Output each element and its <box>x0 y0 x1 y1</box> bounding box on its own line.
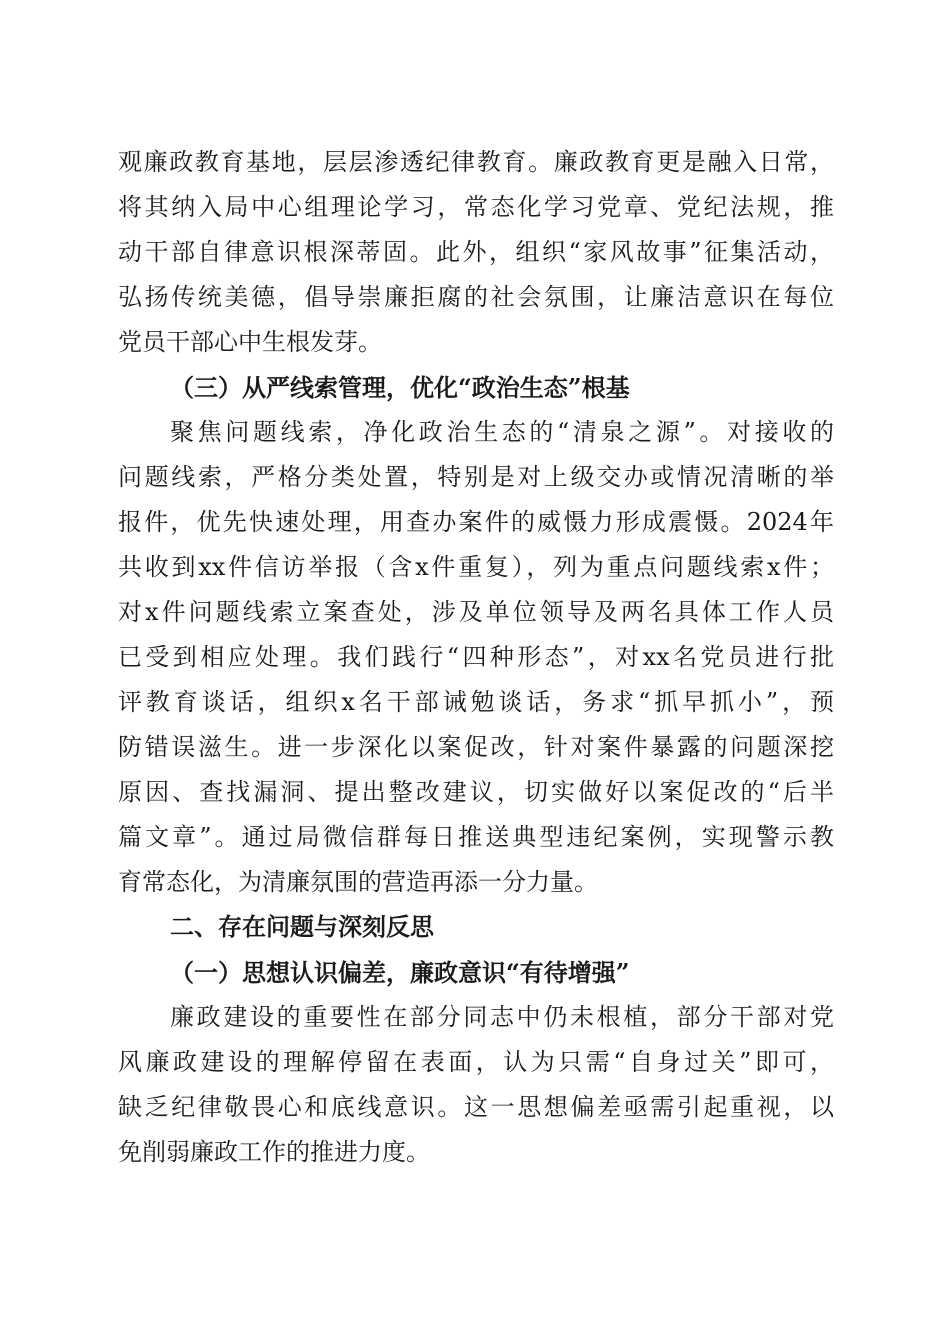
subheading-ideological-deviation: （一）思想认识偏差，廉政意识“有待增强” <box>170 958 630 987</box>
paragraph-line: 动干部自律意识根深蒂固。此外，组织“家风故事”征集活动， <box>118 238 834 266</box>
paragraph-line: 共收到xx件信访举报（含x件重复），列为重点问题线索x件； <box>118 553 834 581</box>
paragraph-line: 免削弱廉政工作的推进力度。 <box>118 1138 430 1166</box>
paragraph-line: 观廉政教育基地，层层渗透纪律教育。廉政教育更是融入日常， <box>118 148 834 176</box>
paragraph-line: 党员干部心中生根发芽。 <box>118 328 382 356</box>
paragraph-line: 对x件问题线索立案查处，涉及单位领导及两名具体工作人员 <box>118 598 834 626</box>
paragraph-line: 报件，优先快速处理，用查办案件的威慑力形成震慑。2024年 <box>118 508 834 536</box>
section-heading-problems: 二、存在问题与深刻反思 <box>170 913 434 941</box>
paragraph-line: 已受到相应处理。我们践行“四种形态”，对xx名党员进行批 <box>118 643 834 671</box>
paragraph-line: 将其纳入局中心组理论学习，常态化学习党章、党纪法规，推 <box>118 193 834 221</box>
document-body <box>118 140 834 1175</box>
paragraph-line: 原因、查找漏洞、提出整改建议，切实做好以案促改的“后半 <box>118 778 834 806</box>
paragraph-line: 育常态化，为清廉氛围的营造再添一分力量。 <box>118 868 598 896</box>
paragraph-line: 评教育谈话，组织x名干部诫勉谈话，务求“抓早抓小”，预 <box>118 688 834 716</box>
paragraph-line: 风廉政建设的理解停留在表面，认为只需“自身过关”即可， <box>118 1048 834 1076</box>
paragraph-line: 防错误滋生。进一步深化以案促改，针对案件暴露的问题深挖 <box>118 733 834 761</box>
paragraph-line: 缺乏纪律敬畏心和底线意识。这一思想偏差亟需引起重视，以 <box>118 1093 834 1121</box>
paragraph-clue-management <box>118 410 834 905</box>
paragraph-line: 聚焦问题线索，净化政治生态的“清泉之源”。对接收的 <box>170 418 834 446</box>
paragraph-ideological-deviation <box>118 995 834 1175</box>
paragraph-education <box>118 140 834 365</box>
paragraph-line: 篇文章”。通过局微信群每日推送典型违纪案例，实现警示教 <box>118 823 834 851</box>
paragraph-line: 廉政建设的重要性在部分同志中仍未根植，部分干部对党 <box>170 1003 834 1031</box>
paragraph-line: 弘扬传统美德，倡导崇廉拒腐的社会氛围，让廉洁意识在每位 <box>118 283 834 311</box>
paragraph-line: 问题线索，严格分类处置，特别是对上级交办或情况清晰的举 <box>118 463 834 491</box>
subheading-clue-management: （三）从严线索管理，优化“政治生态”根基 <box>170 373 630 402</box>
